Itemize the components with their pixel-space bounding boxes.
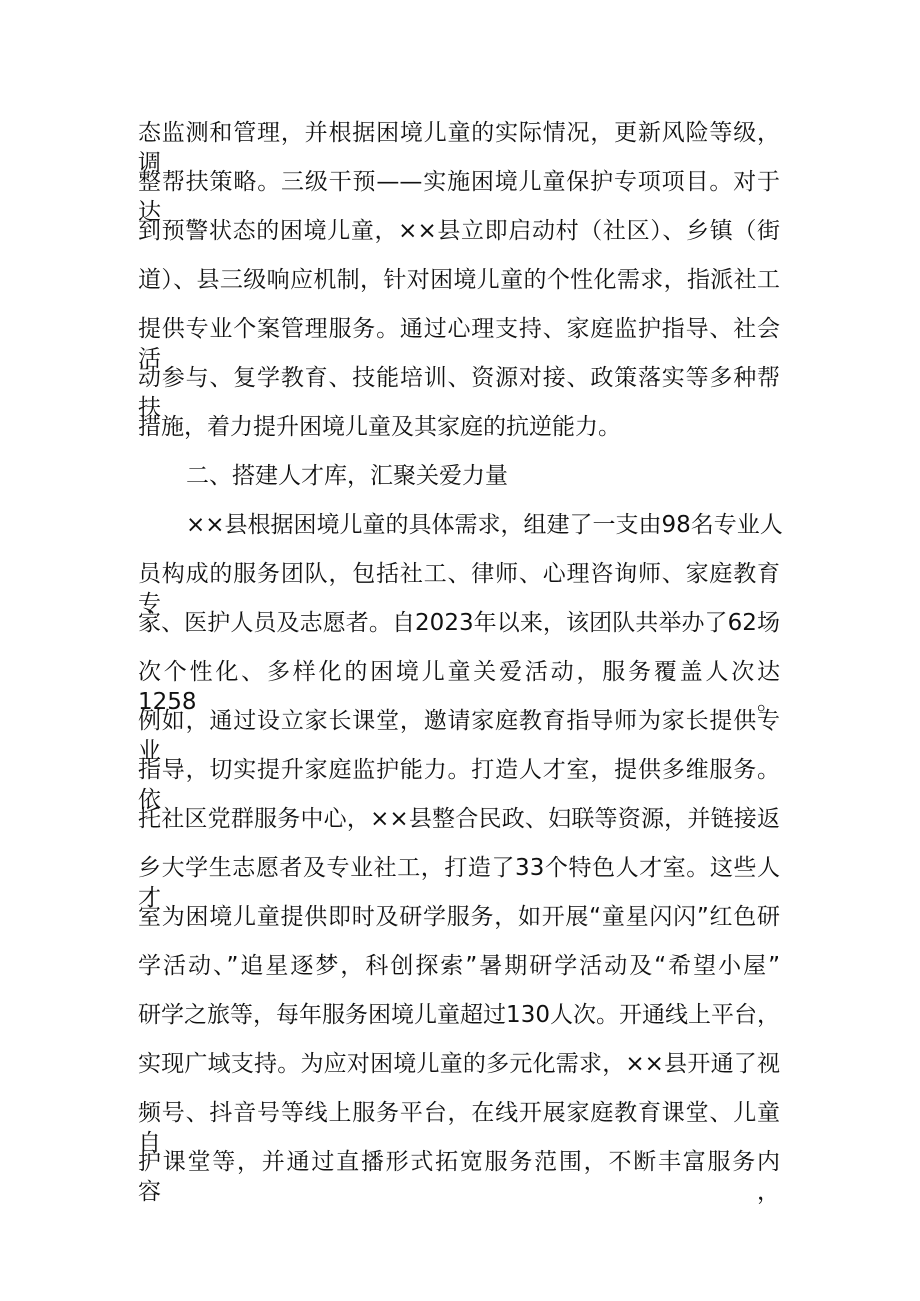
paragraph-line: 家、医护人员及志愿者。自2023年以来，该团队共举办了62场 [138,610,780,636]
paragraph-line: 室为困境儿童提供即时及研学服务，如开展“童星闪闪”红色研 [138,904,780,930]
paragraph-line: 员构成的服务团队，包括社工、律师、心理咨询师、家庭教育专 [138,561,780,617]
paragraph-line: 态监测和管理，并根据困境儿童的实际情况，更新风险等级，调 [138,120,780,176]
paragraph-line: 道）、县三级响应机制，针对困境儿童的个性化需求，指派社工 [138,267,780,293]
paragraph-line: 实现广域支持。为应对困境儿童的多元化需求，××县开通了视 [138,1051,780,1077]
paragraph-line: 频号、抖音号等线上服务平台，在线开展家庭教育课堂、儿童自 [138,1100,780,1156]
paragraph-line: 动参与、复学教育、技能培训、资源对接、政策落实等多种帮扶 [138,365,780,421]
paragraph-line: 乡大学生志愿者及专业社工，打造了33个特色人才室。这些人才 [138,855,780,911]
paragraph-line: 指导，切实提升家庭监护能力。打造人才室，提供多维服务。依 [138,757,780,813]
paragraph-line: 到预警状态的困境儿童，××县立即启动村（社区）、乡镇（街 [138,218,780,244]
paragraph-line: 托社区党群服务中心，××县整合民政、妇联等资源，并链接返 [138,806,780,832]
paragraph-line: 研学之旅等，每年服务困境儿童超过130人次。开通线上平台， [138,1002,780,1028]
section-heading: 二、搭建人才库，汇聚关爱力量 [186,463,508,489]
paragraph-line: 整帮扶策略。三级干预——实施困境儿童保护专项项目。对于达 [138,169,780,225]
paragraph-line: 措施，着力提升困境儿童及其家庭的抗逆能力。 [138,414,621,440]
paragraph-line: 例如，通过设立家长课堂，邀请家庭教育指导师为家长提供专业 [138,708,780,764]
paragraph-line: 提供专业个案管理服务。通过心理支持、家庭监护指导、社会活 [138,316,780,372]
paragraph-line: 学活动、”追星逐梦，科创探索”暑期研学活动及“希望小屋” [138,953,780,979]
paragraph-line: 护课堂等，并通过直播形式拓宽服务范围，不断丰富服务内容， [138,1149,780,1205]
paragraph-line: ××县根据困境儿童的具体需求，组建了一支由98名专业人 [186,512,783,538]
paragraph-line: 次个性化、多样化的困境儿童关爱活动，服务覆盖人次达1258。 [138,659,780,715]
